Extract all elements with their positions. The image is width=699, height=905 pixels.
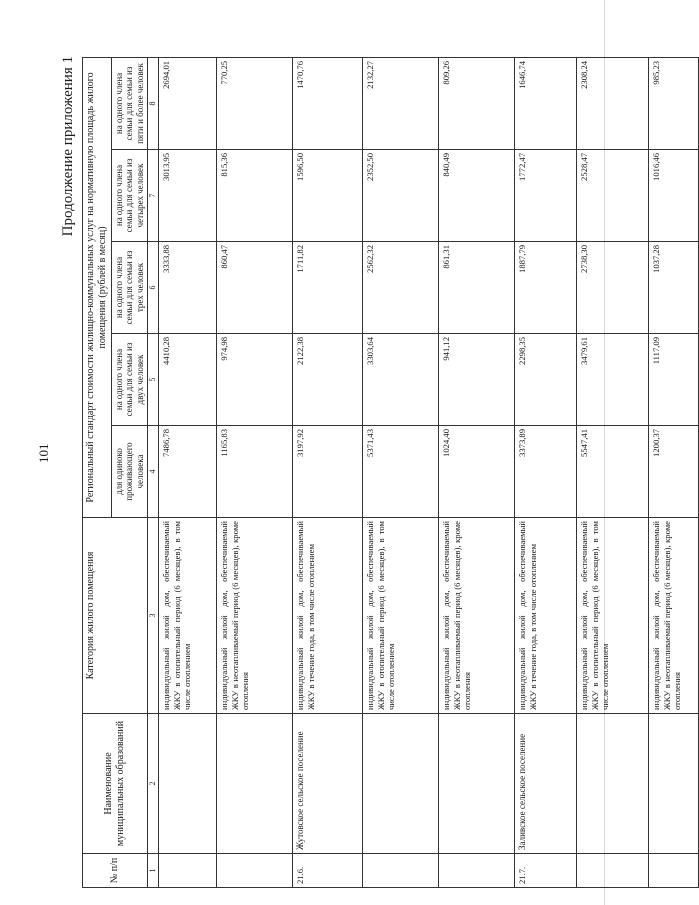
table-row xyxy=(217,57,293,887)
housing-category: индивидуальный жилой дом, обеспечиваемый ЖКУ в отопительный период (6 месяцев), в том числе отоплением xyxy=(159,518,217,714)
row-number xyxy=(439,854,515,888)
value-five: 2694,01 xyxy=(159,57,217,149)
value-three: 2738,30 xyxy=(577,242,649,334)
header-sub: на одного члена семьи для семьи из трех человек xyxy=(111,242,148,334)
table-row xyxy=(159,57,217,887)
value-two: 3479,61 xyxy=(577,334,649,426)
column-index: 4 xyxy=(148,426,159,518)
row-number xyxy=(363,854,439,888)
housing-category: индивидуальный жилой дом, обеспечиваемый ЖКУ в неотапливаемый период (6 месяцев), кроме отопления xyxy=(217,518,293,714)
municipality-name xyxy=(439,714,515,854)
value-four: 1016,46 xyxy=(649,150,699,242)
value-single: 3197,92 xyxy=(293,426,363,518)
standards-table xyxy=(82,57,699,888)
value-four: 3013,95 xyxy=(159,150,217,242)
value-five: 1646,74 xyxy=(515,57,577,149)
header-sub: на одного члена семьи для семьи из четырех человек xyxy=(111,150,148,242)
value-five: 2132,27 xyxy=(363,57,439,149)
value-three: 2562,32 xyxy=(363,242,439,334)
value-three: 3333,88 xyxy=(159,242,217,334)
row-number: 21.6. xyxy=(293,854,363,888)
value-two: 941,12 xyxy=(439,334,515,426)
page-number: 101 xyxy=(36,443,51,463)
value-five: 985,23 xyxy=(649,57,699,149)
table-row xyxy=(649,57,699,887)
table-row xyxy=(577,57,649,887)
value-three: 1887,79 xyxy=(515,242,577,334)
value-two: 3303,64 xyxy=(363,334,439,426)
column-index: 5 xyxy=(148,334,159,426)
municipality-name xyxy=(363,714,439,854)
header-sub: на одного члена семьи для семьи из пяти и более человек xyxy=(111,57,148,149)
table-row xyxy=(439,57,515,887)
value-two: 4410,28 xyxy=(159,334,217,426)
value-four: 2352,50 xyxy=(363,150,439,242)
municipality-name: Заливское сельское поселение xyxy=(515,714,577,854)
value-three: 1711,82 xyxy=(293,242,363,334)
housing-category: индивидуальный жилой дом, обеспечиваемый ЖКУ в неотапливаемый период (6 месяцев), кроме отопления xyxy=(439,518,515,714)
column-index: 6 xyxy=(148,242,159,334)
header-name: Наименование муниципальных образований xyxy=(83,714,148,854)
value-five: 2308,24 xyxy=(577,57,649,149)
value-single: 5547,41 xyxy=(577,426,649,518)
column-index: 8 xyxy=(148,57,159,149)
value-single: 1200,37 xyxy=(649,426,699,518)
column-index-row xyxy=(148,57,159,887)
municipality-name xyxy=(159,714,217,854)
header-sub: для одиноко проживающего человека xyxy=(111,426,148,518)
housing-category: индивидуальный жилой дом, обеспечиваемый ЖКУ в отопительный период (6 месяцев), в том числе отоплением xyxy=(577,518,649,714)
value-single: 1165,83 xyxy=(217,426,293,518)
value-single: 1024,40 xyxy=(439,426,515,518)
housing-category: индивидуальный жилой дом, обеспечиваемый ЖКУ в течение года, в том числе отоплением xyxy=(293,518,363,714)
housing-category: индивидуальный жилой дом, обеспечиваемый ЖКУ в неотапливаемый период (6 месяцев), кроме отопления xyxy=(649,518,699,714)
municipality-name: Жутовское сельское поселение xyxy=(293,714,363,854)
value-five: 1470,76 xyxy=(293,57,363,149)
row-number xyxy=(159,854,217,888)
value-four: 1772,47 xyxy=(515,150,577,242)
row-number xyxy=(217,854,293,888)
value-five: 809,26 xyxy=(439,57,515,149)
municipality-name xyxy=(649,714,699,854)
value-two: 974,98 xyxy=(217,334,293,426)
row-number: 21.7. xyxy=(515,854,577,888)
value-four: 840,49 xyxy=(439,150,515,242)
appendix-title: Продолжение приложения 1 xyxy=(60,56,76,237)
table-row xyxy=(515,57,577,887)
header-sub: на одного члена семьи для семьи из двух человек xyxy=(111,334,148,426)
header-category: Категория жилого помещения xyxy=(83,518,148,714)
housing-category: индивидуальный жилой дом, обеспечиваемый ЖКУ в отопительный период (6 месяцев), в том числе отоплением xyxy=(363,518,439,714)
table-row xyxy=(293,57,363,887)
header-row-top xyxy=(83,57,112,887)
value-two: 1117,09 xyxy=(649,334,699,426)
municipality-name xyxy=(217,714,293,854)
value-four: 1596,50 xyxy=(293,150,363,242)
row-number xyxy=(577,854,649,888)
value-two: 2122,38 xyxy=(293,334,363,426)
column-index: 1 xyxy=(148,854,159,888)
value-three: 860,47 xyxy=(217,242,293,334)
column-index: 7 xyxy=(148,150,159,242)
table-row xyxy=(363,57,439,887)
value-four: 815,36 xyxy=(217,150,293,242)
housing-category: индивидуальный жилой дом, обеспечиваемый ЖКУ в течение года, в том числе отоплением xyxy=(515,518,577,714)
row-number xyxy=(649,854,699,888)
header-no: № п/п xyxy=(83,854,148,888)
value-four: 2528,47 xyxy=(577,150,649,242)
value-single: 7486,78 xyxy=(159,426,217,518)
value-three: 861,31 xyxy=(439,242,515,334)
value-single: 5371,43 xyxy=(363,426,439,518)
header-standard: Региональный стандарт стоимости жилищно-коммунальных услуг на нормативную площадь жилого помещения (рублей в месяц) xyxy=(83,57,112,517)
municipality-name xyxy=(577,714,649,854)
rotated-content xyxy=(60,48,682,888)
column-index: 2 xyxy=(148,714,159,854)
value-three: 1037,28 xyxy=(649,242,699,334)
column-index: 3 xyxy=(148,518,159,714)
value-single: 3373,89 xyxy=(515,426,577,518)
value-five: 770,25 xyxy=(217,57,293,149)
value-two: 2298,35 xyxy=(515,334,577,426)
